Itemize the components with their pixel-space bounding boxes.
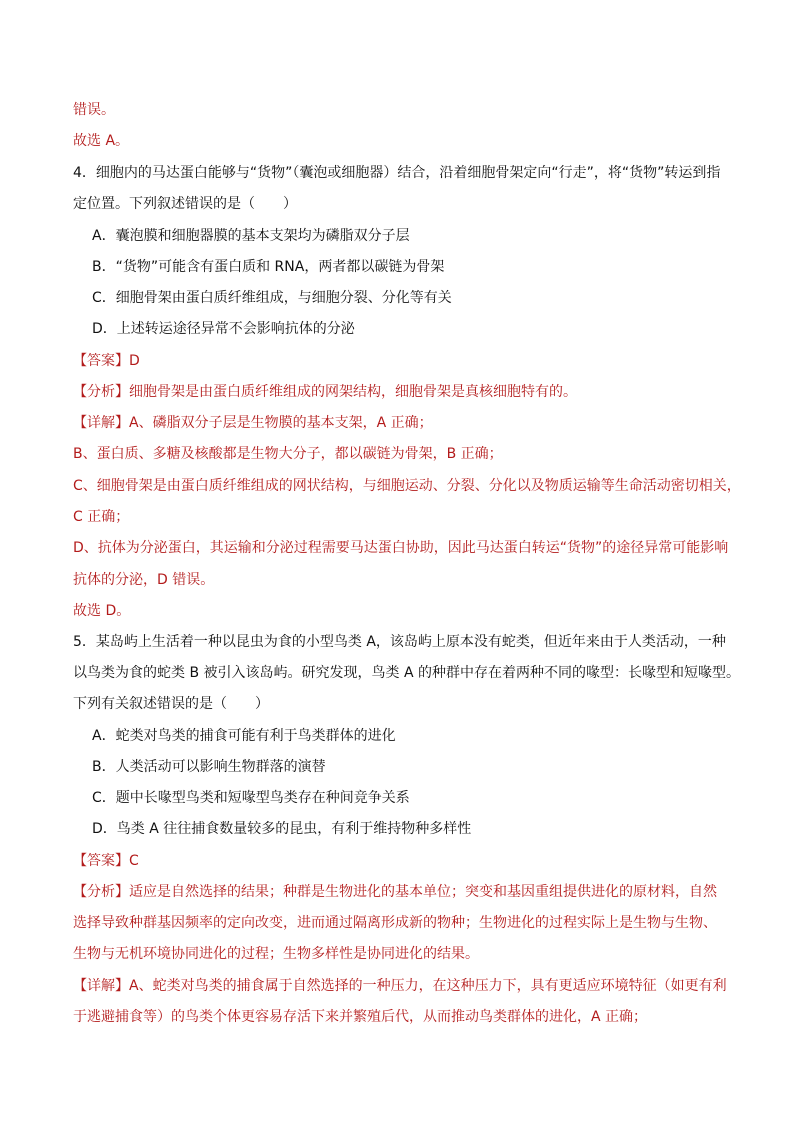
question-5-stem: 5．某岛屿上生活着一种以昆虫为食的小型鸟类 A，该岛屿上原本没有蛇类，但近年来由于人类活动，一种 [73,634,726,650]
question-5-option-b: B．人类活动可以影响生物群落的演替 [92,759,326,775]
question-5-analysis [73,882,717,902]
question-4-analysis [73,382,577,402]
question-4-option-d: D．上述转运途径异常不会影响抗体的分泌 [92,321,355,337]
answer-tag: 【答案】 [73,353,129,369]
answer-value: D [129,353,140,369]
answer-value: C [129,853,139,869]
text-line: 错误。 [73,102,115,118]
analysis-tag: 【分析】 [73,884,129,900]
question-4-option-b: B．“货物”可能含有蛋白质和 RNA，两者都以碳链为骨架 [92,259,445,275]
analysis-line: 选择导致种群基因频率的定向改变，进而通过隔离形成新的物种；生物进化的过程实际上是生物与生物、 [73,915,717,931]
question-4-detail [73,413,433,433]
analysis-text: 细胞骨架是由蛋白质纤维组成的网架结构，细胞骨架是真核细胞特有的。 [129,384,577,400]
analysis-line: 生物与无机环境协同进化的过程；生物多样性是协同进化的结果。 [73,946,479,962]
question-5-stem: 下列有关叙述错误的是（ ） [73,696,269,712]
choose-line: 故选 D。 [73,603,131,619]
detail-line: C、细胞骨架是由蛋白质纤维组成的网状结构，与细胞运动、分裂、分化以及物质运输等生命活动密切相关， [73,478,741,494]
question-5-option-d: D．鸟类 A 往往捕食数量较多的昆虫，有利于维持物种多样性 [92,821,472,837]
question-5-option-a: A．蛇类对鸟类的捕食可能有利于鸟类群体的进化 [92,728,396,744]
detail-tag: 【详解】 [73,415,129,431]
question-4-stem: 定位置。下列叙述错误的是（ ） [73,196,297,212]
question-4-answer [73,351,140,371]
detail-tag: 【详解】 [73,978,129,994]
detail-line: B、蛋白质、多糖及核酸都是生物大分子，都以碳链为骨架，B 正确； [73,446,503,462]
question-4-stem: 4．细胞内的马达蛋白能够与“货物”（囊泡或细胞器）结合，沿着细胞骨架定向“行走”，将“货物”转运到指 [73,165,721,181]
question-5-detail [73,976,727,996]
detail-line: D、抗体为分泌蛋白，其运输和分泌过程需要马达蛋白协助，因此马达蛋白转运“货物”的途径异常可能影响 [73,540,729,556]
question-4-option-a: A．囊泡膜和细胞器膜的基本支架均为磷脂双分子层 [92,228,410,244]
detail-line: 于逃避捕食等）的鸟类个体更容易存活下来并繁殖后代，从而推动鸟类群体的进化，A 正确； [73,1009,648,1025]
analysis-text: 适应是自然选择的结果；种群是生物进化的基本单位；突变和基因重组提供进化的原材料，自然 [129,884,717,900]
text-line: 故选 A。 [73,133,130,149]
analysis-tag: 【分析】 [73,384,129,400]
question-5-option-c: C．题中长喙型鸟类和短喙型鸟类存在种间竞争关系 [92,790,410,806]
question-5-stem: 以鸟类为食的蛇类 B 被引入该岛屿。研究发现，鸟类 A 的种群中存在着两种不同的喙型：长喙型和短喙型。 [73,665,740,681]
question-5-answer [73,851,139,871]
detail-text: A、蛇类对鸟类的捕食属于自然选择的一种压力，在这种压力下，具有更适应环境特征（如更有利 [129,978,727,994]
detail-line: 抗体的分泌，D 错误。 [73,572,215,588]
detail-line: C 正确； [73,509,130,525]
answer-tag: 【答案】 [73,853,129,869]
detail-text: A、磷脂双分子层是生物膜的基本支架，A 正确； [129,415,433,431]
question-4-option-c: C．细胞骨架由蛋白质纤维组成，与细胞分裂、分化等有关 [92,290,452,306]
